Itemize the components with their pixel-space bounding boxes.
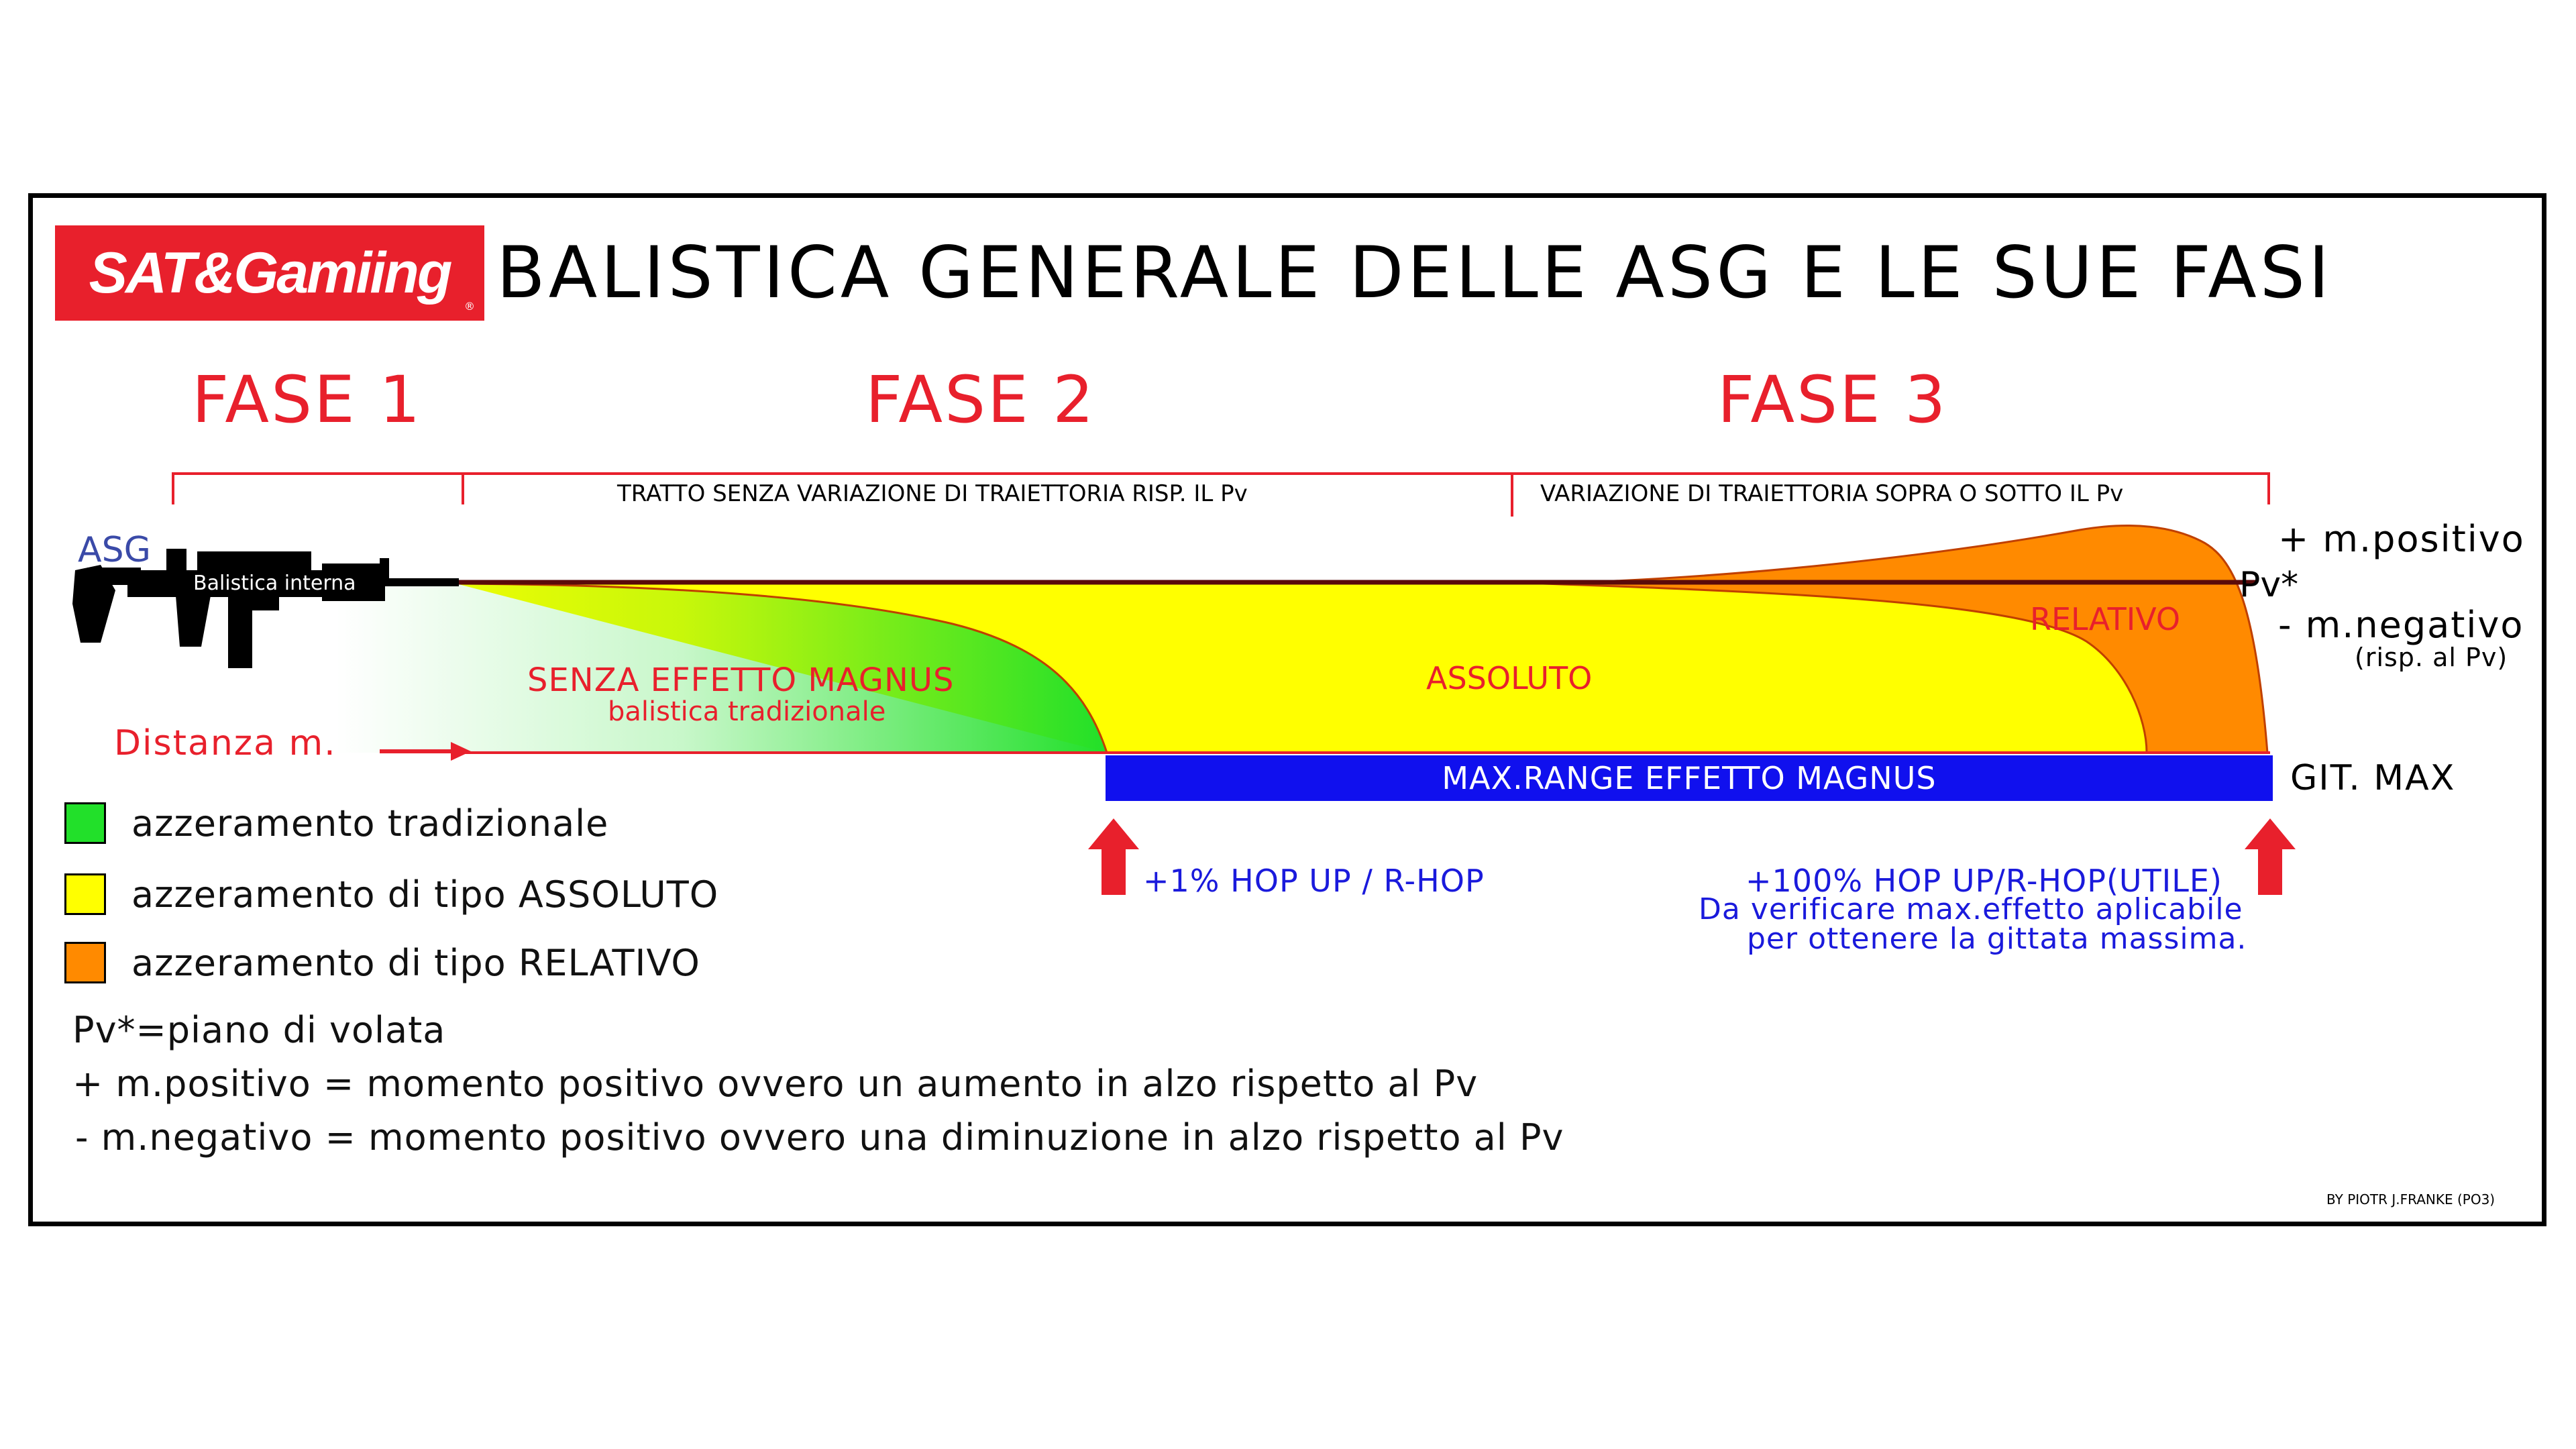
distance-label: Distanza m. bbox=[114, 723, 337, 763]
note-muzzle-plane: Pv*=piano di volata bbox=[72, 1009, 446, 1051]
legend-label-relative: azzeramento di tipo RELATIVO bbox=[131, 942, 700, 984]
phase-2-segment-label: TRATTO SENZA VARIAZIONE DI TRAIETTORIA RISP. IL Pv bbox=[617, 480, 1248, 507]
negative-moment-label: - m.negativo bbox=[2278, 604, 2524, 646]
positive-moment-label: + m.positivo bbox=[2278, 518, 2525, 560]
hop-max-label-line3: per ottenere la gittata massima. bbox=[1747, 922, 2247, 956]
logo-registered-mark: ® bbox=[464, 300, 475, 313]
phase-1-label: FASE 1 bbox=[192, 362, 423, 437]
hop-min-arrow bbox=[1088, 818, 1139, 895]
traditional-zone-subtitle: balistica tradizionale bbox=[608, 696, 886, 727]
note-positive-moment: + m.positivo = momento positivo ovvero un aumento in alzo rispetto al Pv bbox=[72, 1063, 1479, 1105]
legend-swatch-absolute bbox=[64, 873, 106, 915]
page-title: BALISTICA GENERALE DELLE ASG E LE SUE FASI bbox=[496, 231, 2333, 314]
relative-zone-label: RELATIVO bbox=[2030, 601, 2181, 637]
traditional-zone-title: SENZA EFFETTO MAGNUS bbox=[527, 661, 955, 699]
phase-3-label: FASE 3 bbox=[1717, 362, 1948, 437]
phase-3-segment-label: VARIAZIONE DI TRAIETTORIA SOPRA O SOTTO IL Pv bbox=[1540, 480, 2124, 507]
logo-text: SAT&Gamiing bbox=[89, 241, 451, 305]
note-negative-moment: - m.negativo = momento positivo ovvero una diminuzione in alzo rispetto al Pv bbox=[75, 1116, 1564, 1159]
phase-brackets bbox=[173, 474, 2269, 517]
legend-label-traditional: azzeramento tradizionale bbox=[131, 802, 609, 845]
absolute-zone-label: ASSOLUTO bbox=[1426, 660, 1593, 696]
phase-2-label: FASE 2 bbox=[865, 362, 1096, 437]
muzzle-plane-label: Pv* bbox=[2239, 565, 2299, 605]
hop-max-arrow bbox=[2245, 818, 2296, 895]
hop-min-label: +1% HOP UP / R-HOP bbox=[1143, 863, 1485, 899]
internal-ballistics-label: Balistica interna bbox=[193, 572, 356, 595]
legend-swatch-traditional bbox=[64, 802, 106, 844]
hop-max-label-line1: +100% HOP UP/R-HOP(UTILE) bbox=[1746, 863, 2222, 899]
credit-label: BY PIOTR J.FRANKE (PO3) bbox=[2326, 1191, 2496, 1208]
hop-max-label-line2: Da verificare max.effetto aplicabile bbox=[1699, 892, 2243, 926]
negative-moment-sub: (risp. al Pv) bbox=[2355, 643, 2508, 672]
asg-label: ASG bbox=[78, 530, 151, 570]
phase-1-bracket bbox=[173, 474, 463, 504]
phase-3-bracket bbox=[1512, 474, 2269, 504]
phase-2-bracket bbox=[463, 474, 1512, 517]
max-range-label: GIT. MAX bbox=[2290, 758, 2456, 798]
magnus-range-label: MAX.RANGE EFFETTO MAGNUS bbox=[1442, 760, 1937, 796]
legend-swatch-relative bbox=[64, 942, 106, 983]
legend-label-absolute: azzeramento di tipo ASSOLUTO bbox=[131, 873, 719, 916]
